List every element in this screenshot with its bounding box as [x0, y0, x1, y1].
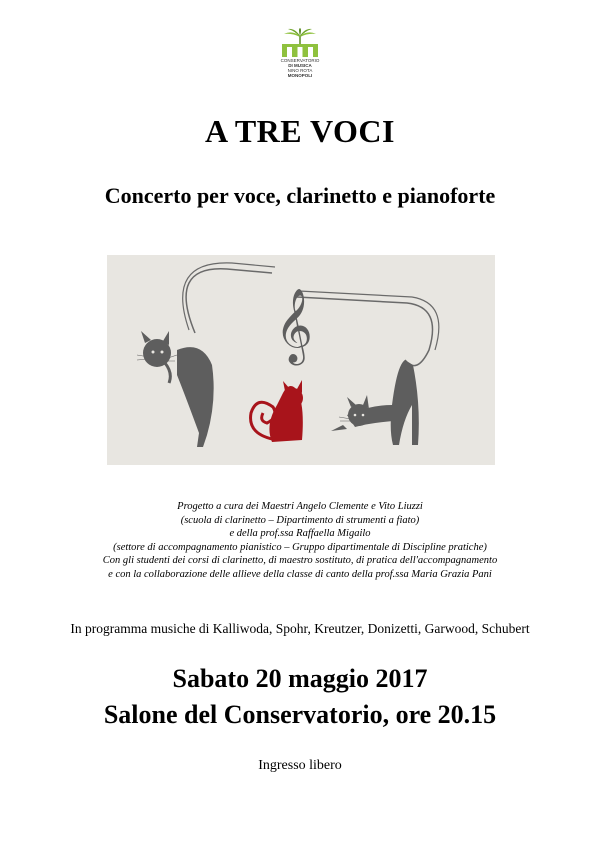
cats-music-illustration — [107, 255, 495, 465]
event-date: Sabato 20 maggio 2017 — [172, 664, 428, 693]
project-credits — [20, 500, 580, 582]
credits-line-6: e con la collaborazione delle allieve della classe di canto della prof.ssa Maria Grazia Pani — [108, 568, 492, 580]
page-subtitle: Concerto per voce, clarinetto e pianoforte — [104, 183, 496, 208]
credits-line-1: Progetto a cura dei Maestri Angelo Clemente e Vito Liuzzi — [177, 501, 423, 512]
program-list: In programma musiche di Kalliwoda, Spohr, Kreutzer, Donizetti, Garwood, Schubert — [70, 621, 530, 636]
logo-text-line-2: DI MUSICA — [288, 63, 312, 68]
event-venue: Salone del Conservatorio, ore 20.15 — [103, 700, 497, 729]
entry-info: Ingresso libero — [258, 758, 342, 773]
palm-logo-icon — [278, 28, 322, 58]
credits-line-4: (settore di accompagnamento pianistico – Gruppo dipartimentale di Discipline pratiche) — [113, 541, 487, 553]
treble-clef-icon: 𝄞 — [275, 289, 313, 363]
conservatory-logo — [278, 28, 322, 80]
credits-line-3: e della prof.ssa Raffaella Migailo — [229, 528, 371, 540]
page-title: A TRE VOCI — [205, 113, 395, 149]
credits-line-2: (scuola di clarinetto – Dipartimento di strumenti a fiato) — [180, 514, 420, 526]
credits-line-5: Con gli studenti dei corsi di clarinetto, di maestro sostituto, di pratica dell'accompagnamento — [102, 555, 498, 567]
cats-illustration-icon — [107, 255, 495, 465]
logo-text-line-1: CONSERVATORIO — [280, 58, 320, 63]
logo-text-line-3: NINO ROTA — [287, 68, 313, 73]
logo-text-line-4: MONOPOLI — [287, 73, 313, 78]
